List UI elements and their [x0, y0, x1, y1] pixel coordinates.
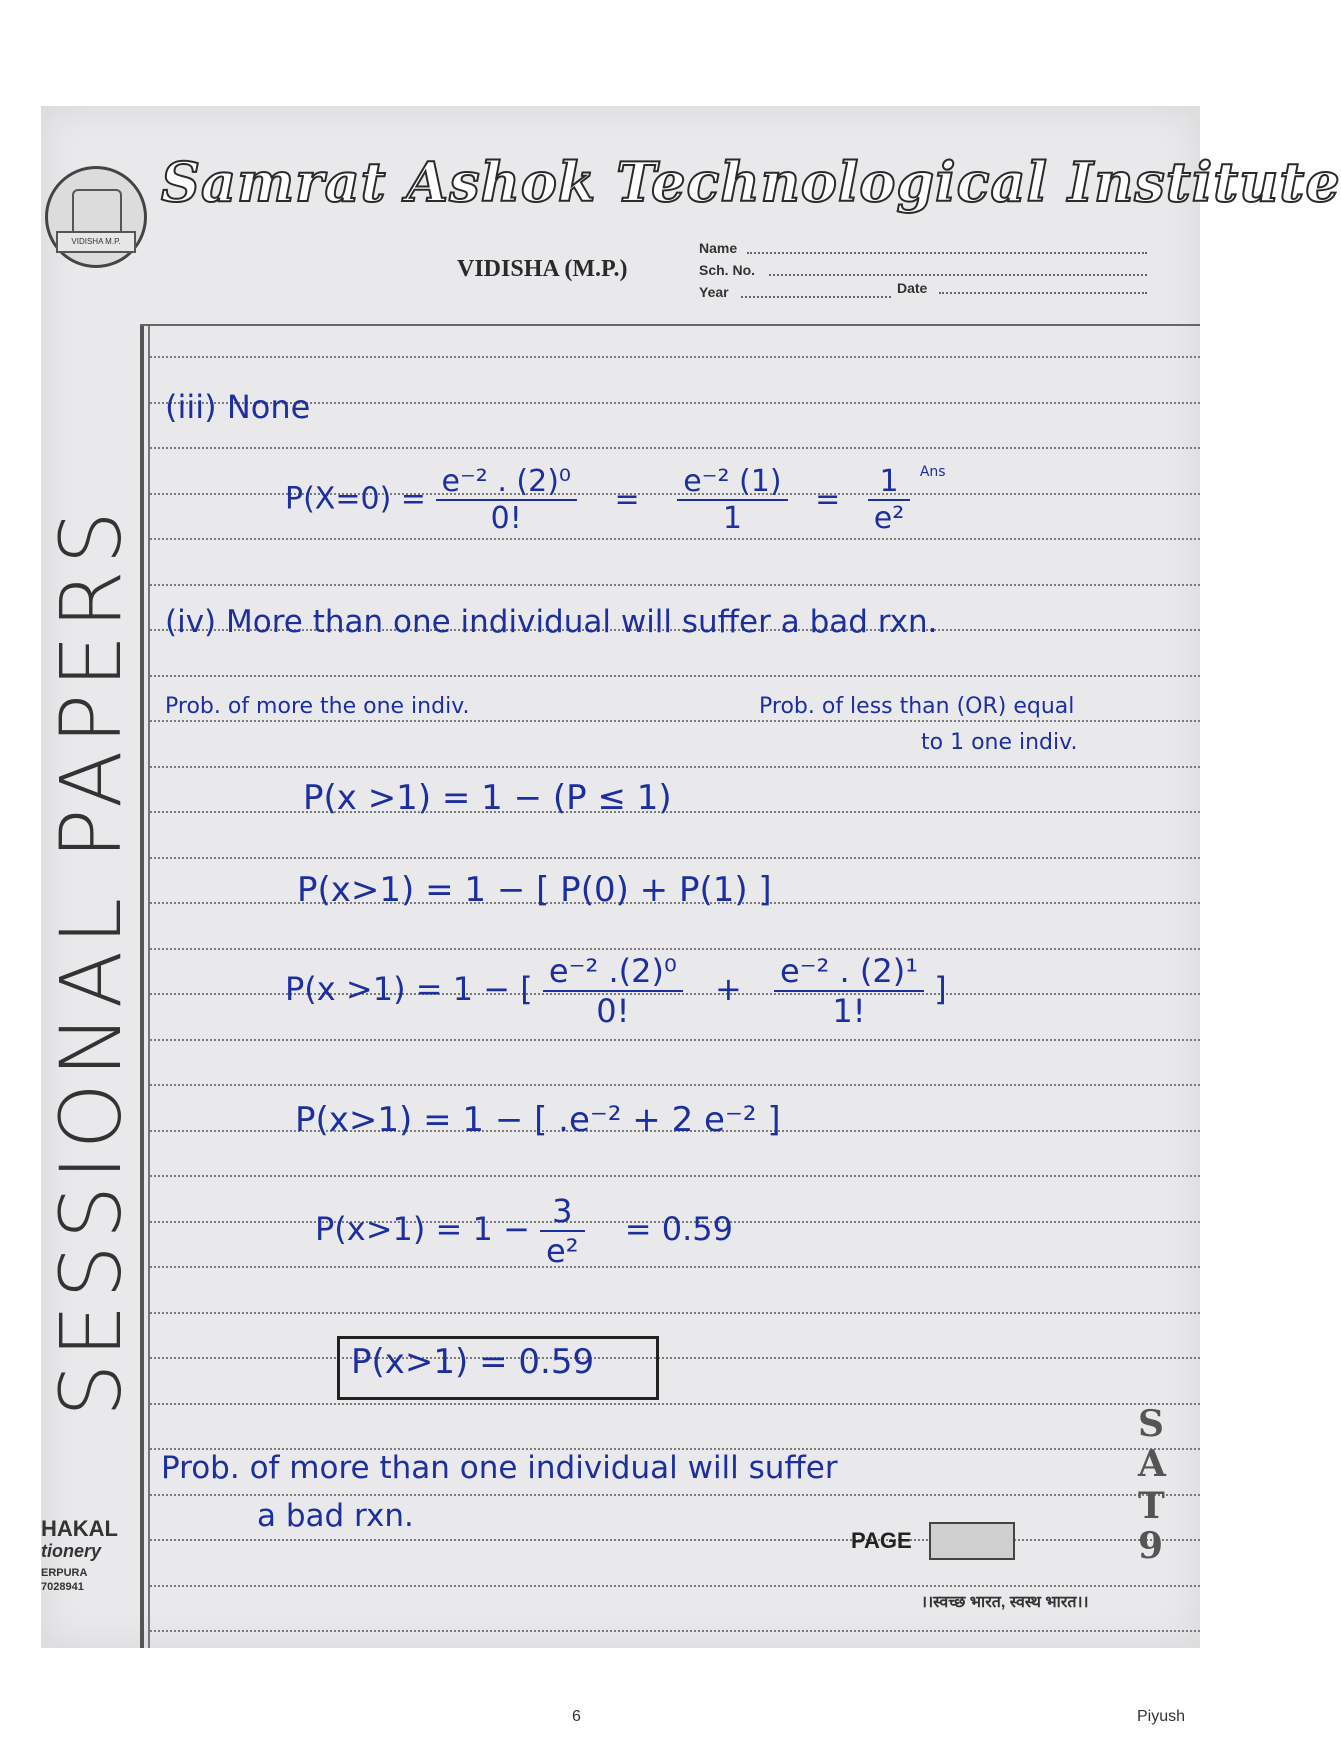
ruled-line [150, 356, 1200, 358]
date-label: Date [897, 280, 928, 296]
part-iii-equation [285, 464, 946, 536]
ruled-line [150, 948, 1200, 950]
sat-letter-t: T [1138, 1485, 1165, 1527]
part-iii-equals-2: = [815, 481, 841, 517]
pdf-author-name: Piyush [1137, 1708, 1186, 1725]
pdf-page-number: 6 [572, 1708, 581, 1725]
institute-logo [45, 166, 147, 268]
eq5-lhs: P(x>1) = 1 − [315, 1210, 530, 1248]
ruled-line [150, 584, 1200, 586]
part-iii-f2-numerator: e⁻² (1) [677, 464, 787, 501]
ruled-line [150, 1494, 1200, 1496]
conclusion-line-1: Prob. of more than one individual will suffer [161, 1450, 838, 1486]
header-rule [140, 324, 1200, 326]
ruled-line [150, 766, 1200, 768]
sat-letter-a: A [1138, 1443, 1166, 1485]
name-field-line [747, 242, 1147, 254]
part-iii-fraction-1 [436, 464, 577, 536]
part-iii-heading: (iii) None [165, 388, 311, 426]
ruled-line [150, 1357, 1200, 1359]
eq5-denominator: e² [546, 1232, 579, 1270]
equation-4: P(x>1) = 1 − [ .e⁻² + 2 e⁻² ] [295, 1100, 781, 1140]
ruled-line [150, 1175, 1200, 1177]
part-iii-f3-numerator: 1 [868, 464, 910, 501]
equation-3 [285, 952, 947, 1030]
sch-no-label: Sch. No. [699, 262, 756, 278]
stamp-line-4: 7028941 [41, 1581, 84, 1593]
part-iii-f2-denominator: 1 [722, 501, 742, 536]
part-iii-f1-numerator: e⁻² . (2)⁰ [436, 464, 577, 501]
stamp-line-2: tionery [41, 1541, 102, 1561]
logo-ribbon: VIDISHA M.P. [56, 231, 136, 253]
year-label: Year [699, 284, 729, 300]
eq5-rhs: = 0.59 [624, 1210, 733, 1248]
stamp-line-1: HAKAL [41, 1516, 118, 1541]
ruled-line [150, 675, 1200, 677]
ruled-line [150, 447, 1200, 449]
part-iii-f3-denominator: e² [873, 501, 905, 536]
ruled-line [150, 1630, 1200, 1632]
ruled-line [150, 1539, 1200, 1541]
answer-mark: Ans [919, 464, 946, 480]
part-iii-equals-1: = [614, 481, 640, 517]
final-answer: P(x>1) = 0.59 [351, 1342, 595, 1382]
sat-letter-s: S [1138, 1403, 1164, 1445]
part-iv-heading: (iv) More than one individual will suffer a bad rxn. [165, 604, 938, 640]
institute-name: Samrat Ashok Technological Institute [161, 150, 1341, 214]
ruled-line [150, 1039, 1200, 1041]
year-field-line [741, 286, 891, 298]
ruled-line [150, 1403, 1200, 1405]
note-right-line-2: to 1 one indiv. [921, 730, 1078, 755]
ruled-line [150, 1084, 1200, 1086]
ruled-line [150, 720, 1200, 722]
footer-slogan: ।।स्वच्छ भारत, स्वस्थ भारत।। [921, 1594, 1089, 1611]
page-label: PAGE [851, 1528, 912, 1553]
eq3-f2-denominator: 1! [832, 992, 866, 1030]
eq3-f1-denominator: 0! [596, 992, 630, 1030]
date-field-line [939, 282, 1147, 294]
ruled-line [150, 1312, 1200, 1314]
sessional-papers-title: SESSIONAL PAPERS [42, 505, 140, 1417]
city-label: VIDISHA (M.P.) [457, 256, 628, 282]
equation-5 [315, 1192, 733, 1270]
eq3-f1-numerator: e⁻² .(2)⁰ [543, 952, 683, 992]
eq3-plus: + [714, 970, 742, 1008]
ruled-line [150, 857, 1200, 859]
part-iii-fraction-2 [677, 464, 787, 536]
eq3-f2-numerator: e⁻² . (2)¹ [774, 952, 924, 992]
part-iii-f1-denominator: 0! [490, 501, 522, 536]
stamp-line-3: ERPURA [41, 1567, 88, 1579]
page-number-box [929, 1522, 1015, 1560]
sch-no-field-line [769, 264, 1147, 276]
equation-1: P(x >1) = 1 − (P ≤ 1) [303, 778, 672, 818]
ruled-line [150, 538, 1200, 540]
name-label: Name [699, 240, 738, 256]
ruled-line [150, 1585, 1200, 1587]
conclusion-line-2: a bad rxn. [257, 1498, 414, 1534]
eq3-lhs: P(x >1) = 1 − [ [285, 970, 533, 1008]
eq3-fraction-1 [543, 952, 683, 1030]
note-right-line-1: Prob. of less than (OR) equal [759, 694, 1075, 719]
note-left: Prob. of more the one indiv. [165, 694, 470, 719]
eq5-fraction [540, 1192, 585, 1270]
notebook-page [41, 106, 1341, 1648]
equation-2: P(x>1) = 1 − [ P(0) + P(1) ] [297, 870, 772, 910]
part-iii-lhs: P(X=0) = [285, 481, 426, 517]
eq3-close: ] [934, 970, 947, 1008]
eq3-fraction-2 [774, 952, 924, 1030]
part-iii-fraction-3 [868, 464, 910, 536]
sat-digit-9: 9 [1138, 1525, 1164, 1567]
eq5-numerator: 3 [540, 1192, 585, 1232]
